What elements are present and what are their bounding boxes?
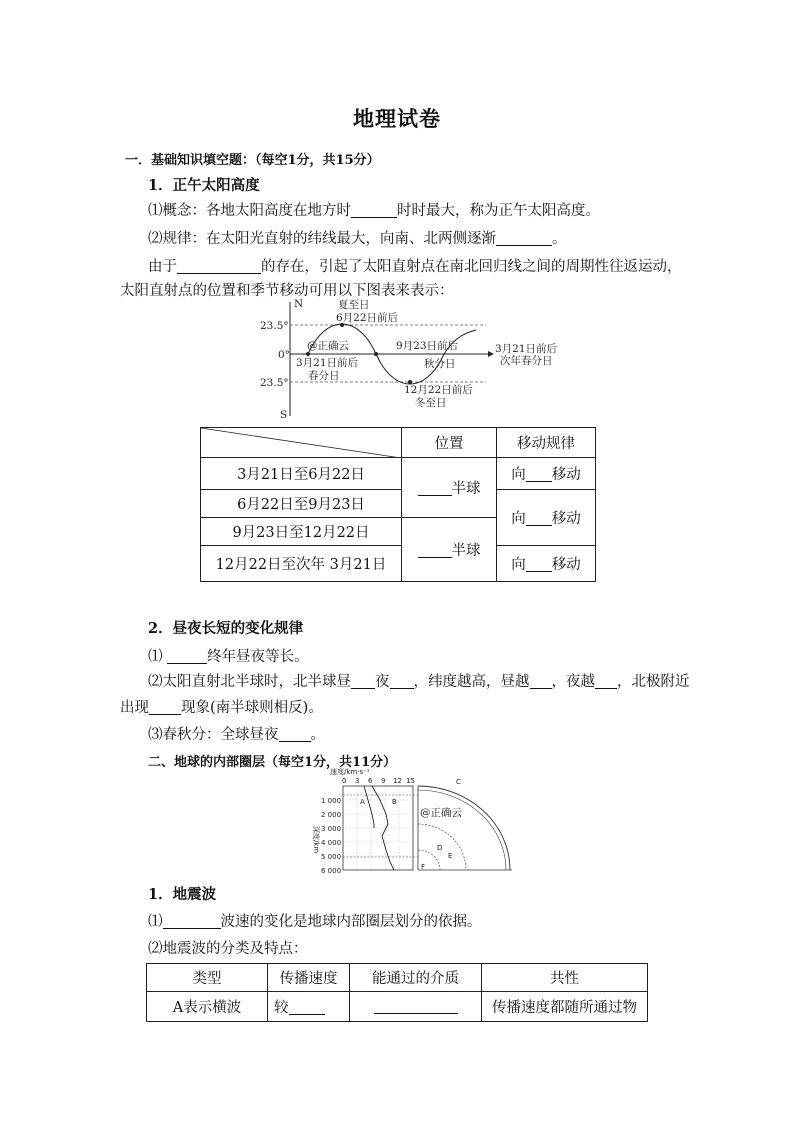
q2-line-2 [148, 670, 690, 691]
move-prefix: 向 [511, 467, 526, 483]
answer-blank[interactable] [167, 649, 207, 664]
q2-line-4 [148, 723, 325, 744]
seismic-wave-table [146, 963, 648, 1022]
q2-title: 2．昼夜长短的变化规律 [148, 620, 304, 637]
q1-rule-text-a: ⑵规律：在太阳光直射的纬线最大，向南、北两侧逐渐 [148, 231, 496, 247]
q1-cause-text-b: 的存在，引起了太阳直射点在南北回归线之间的周期性往返运动， [261, 259, 682, 275]
q2-l1-text-b: 终年昼夜等长。 [207, 649, 309, 665]
north-label: N [294, 298, 304, 310]
answer-blank[interactable] [149, 700, 181, 715]
q2-l3-text-b: 现象(南半球则相反)。 [181, 700, 323, 716]
answer-blank[interactable] [496, 231, 552, 246]
q1-concept-line [148, 199, 600, 220]
q2-line-3 [120, 696, 323, 717]
q1-cause-text-a: 由于 [148, 259, 177, 275]
header-position: 位置 [402, 428, 497, 458]
q3-line-2: ⑵地震波的分类及特点： [148, 941, 308, 957]
move-suffix: 移动 [551, 557, 581, 573]
movement-cell [497, 546, 596, 582]
hemisphere-suffix: 半球 [451, 543, 481, 559]
move-suffix: 移动 [551, 467, 581, 483]
q1-rule-text-b: 。 [552, 231, 567, 247]
winter-solstice-label: 冬至日 [415, 397, 447, 409]
header-rule: 移动规律 [497, 428, 596, 458]
row-common: 传播速度都随所通过物 [482, 992, 648, 1022]
q2-l2-text-d: ，夜越 [551, 674, 595, 690]
hemisphere-cell [402, 458, 497, 518]
layer-d-label: D [437, 844, 443, 852]
q3-line-1 [148, 910, 482, 931]
wave-b-label: B [392, 798, 397, 806]
depth-tick: 4 000 [321, 839, 342, 847]
arrow-right-icon [488, 351, 494, 357]
answer-blank[interactable] [289, 1000, 325, 1015]
section-2-heading: 二、地球的内部圈层（每空1分，共11分） [148, 755, 397, 770]
depth-tick: 3 000 [321, 825, 342, 833]
next-spring-equinox-label: 次年春分日 [500, 355, 553, 367]
hemisphere-cell [402, 518, 497, 582]
speed-tick: 6 [368, 777, 373, 785]
header-type: 类型 [147, 964, 268, 992]
q1-concept-text-b: 时时最大，称为正午太阳高度。 [397, 203, 600, 219]
wave-a-label: A [360, 798, 365, 806]
q2-l4-text-a: ⑶春秋分：全球昼夜 [148, 727, 279, 743]
layer-c-label: C [456, 778, 461, 786]
march-point [306, 352, 310, 356]
header-medium: 能通过的介质 [350, 964, 482, 992]
watermark-text: @正确云 [307, 340, 349, 352]
q1-cause-line [148, 255, 682, 276]
q2-l1-text-a: ⑴ [148, 649, 168, 665]
page-title: 地理试卷 [353, 106, 441, 131]
row-medium [350, 992, 482, 1022]
answer-blank[interactable] [418, 543, 452, 558]
autumn-equinox-label: 秋分日 [424, 358, 456, 370]
speed-tick: 12 [393, 777, 402, 785]
speed-tick: 15 [406, 777, 415, 785]
depth-tick: 1 000 [321, 797, 342, 805]
layer-e-label: E [448, 852, 453, 860]
movement-cell [497, 458, 596, 490]
watermark-text: @正确云 [420, 807, 462, 819]
depth-tick: 5 000 [321, 853, 342, 861]
q2-l2-text-e: ，北极附近 [617, 674, 690, 690]
depth-axis-label: 深度/km [312, 826, 320, 854]
table-row-period: 6月22日至9月23日 [201, 490, 402, 518]
answer-blank[interactable] [351, 674, 375, 689]
answer-blank[interactable] [526, 467, 552, 482]
lat-bottom-label: 23.5° [260, 377, 289, 389]
q3-l1-text-b: 波速的变化是地球内部圈层划分的依据。 [220, 914, 482, 930]
speed-tick: 3 [355, 777, 360, 785]
sun-movement-table [200, 427, 596, 582]
speed-tick: 0 [342, 777, 347, 785]
answer-blank[interactable] [279, 727, 311, 742]
hemisphere-suffix: 半球 [451, 481, 481, 497]
mantle-arc [418, 790, 506, 870]
move-suffix: 移动 [551, 511, 581, 527]
summer-solstice-label: 夏至日 [338, 299, 370, 311]
depth-tick: 2 000 [321, 811, 342, 819]
answer-blank[interactable] [526, 557, 552, 572]
q3-l1-text-a: ⑴ [148, 914, 163, 930]
table-row-period: 12月22日至次年 3月21日 [201, 546, 402, 582]
answer-blank[interactable] [418, 481, 452, 496]
speed-tick: 9 [381, 777, 386, 785]
q3-title: 1．地震波 [148, 886, 217, 903]
answer-blank[interactable] [390, 674, 414, 689]
movement-cell [497, 490, 596, 546]
answer-blank[interactable] [351, 203, 397, 218]
row-type: A表示横波 [147, 992, 268, 1022]
diagonal-header-cell [201, 428, 402, 458]
earth-interior-diagram [308, 766, 518, 876]
lat-top-label: 23.5° [260, 320, 289, 332]
diagonal-line [201, 428, 401, 458]
december-date-label: 12月22日前后 [404, 384, 473, 396]
wave-a-curve [364, 786, 374, 828]
grid-lines [343, 786, 413, 870]
table-row-period: 9月23日至12月22日 [201, 518, 402, 546]
answer-blank[interactable] [595, 674, 617, 689]
september-date-label: 9月23日前后 [396, 340, 459, 352]
q2-l2-text-c: ，纬度越高，昼越 [413, 674, 530, 690]
answer-blank[interactable] [177, 259, 261, 274]
lat-mid-label: 0° [278, 349, 290, 361]
sun-direct-point-diagram [250, 296, 570, 422]
speed-prefix: 较 [274, 1000, 289, 1016]
september-point [374, 352, 378, 356]
table-row-period: 3月21日至6月22日 [201, 458, 402, 490]
q2-l3-text-a: 出现 [120, 700, 149, 716]
q2-l4-text-b: 。 [310, 727, 325, 743]
answer-blank[interactable] [374, 999, 458, 1014]
q1-concept-text-a: ⑴概念：各地太阳高度在地方时 [148, 203, 351, 219]
move-prefix: 向 [511, 511, 526, 527]
q2-line-1 [148, 645, 309, 666]
row-speed [268, 992, 350, 1022]
march-date-label: 3月21日前后 [296, 357, 359, 369]
header-speed: 传播速度 [268, 964, 350, 992]
answer-blank[interactable] [163, 914, 221, 929]
south-label: S [280, 409, 288, 421]
spring-equinox-label: 春分日 [308, 370, 340, 382]
q1-title: 1．正午太阳高度 [148, 177, 260, 194]
answer-blank[interactable] [530, 674, 552, 689]
q1-diagram-intro: 太阳直射点的位置和季节移动可用以下图表来表示： [120, 283, 454, 299]
q2-l2-text-a: ⑵太阳直射北半球时，北半球昼 [148, 674, 351, 690]
q1-rule-line [148, 227, 567, 248]
speed-axis-label: 速度/km·s⁻¹ [330, 768, 370, 776]
q2-l2-text-b: 夜 [375, 674, 390, 690]
move-prefix: 向 [511, 557, 526, 573]
answer-blank[interactable] [526, 511, 552, 526]
header-common: 共性 [482, 964, 648, 992]
depth-tick: 6 000 [321, 867, 342, 875]
section-1-heading: 一．基础知识填空题：（每空1分，共15分） [125, 153, 380, 168]
layer-f-label: F [421, 863, 426, 871]
summer-date-label: 6月22日前后 [336, 312, 399, 324]
next-march-date-label: 3月21日前后 [495, 343, 558, 355]
